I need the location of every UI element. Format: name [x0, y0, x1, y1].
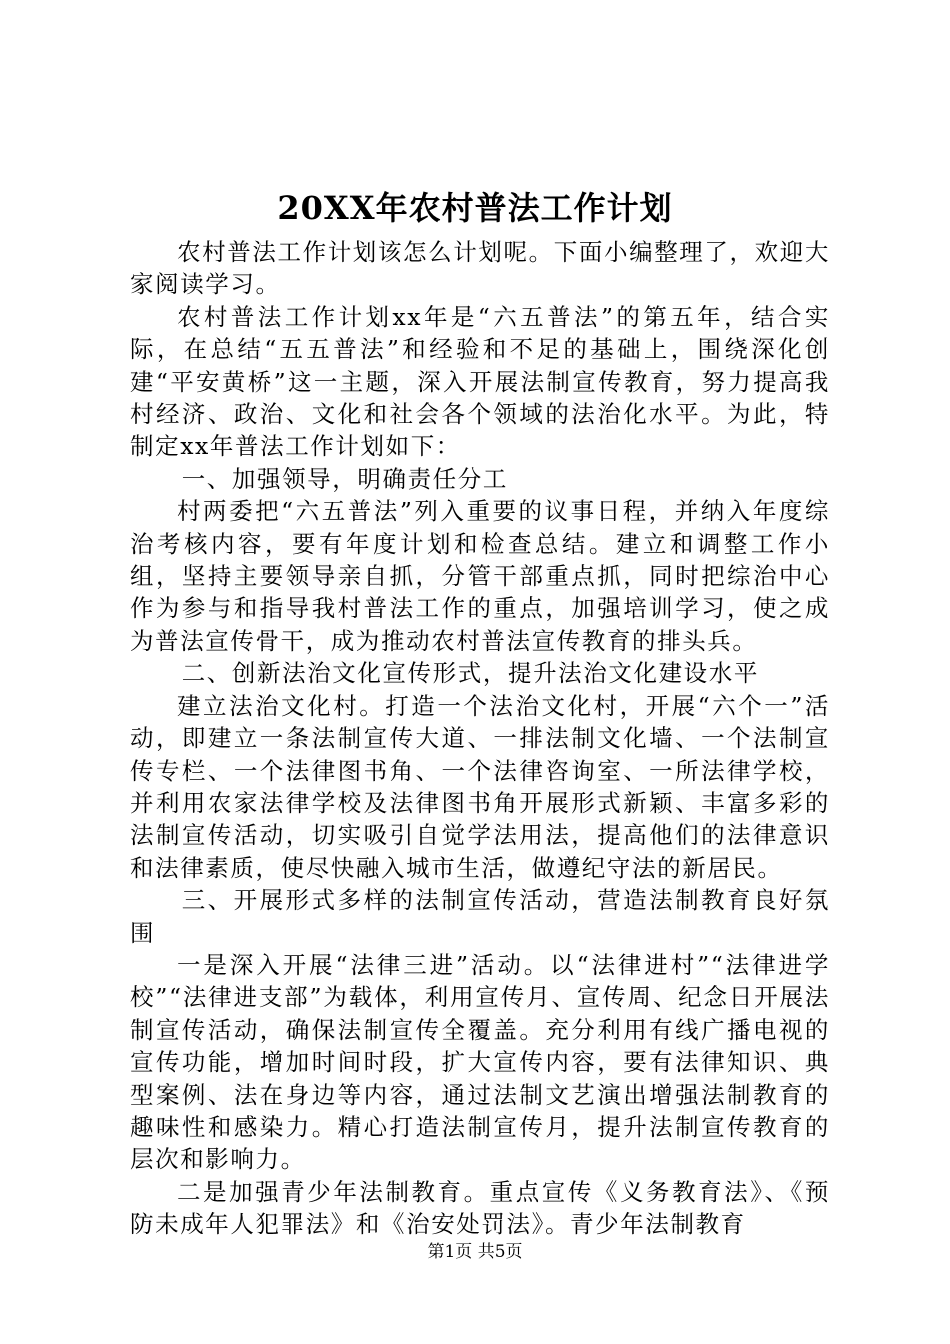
body-paragraph: 建立法治文化村。打造一个法治文化村，开展“六个一”活动，即建立一条法制宣传大道、一排法制文化墙、一个法制宣传专栏、一个法律图书角、一个法律咨询室、一所法律学校，并利用农家法律学校及法律图书角开展形式新颖、丰富多彩的法制宣传活动，切实吸引自觉学法用法，提高他们的法律意识和法律素质，使尽快融入城市生活，做遵纪守法的新居民。 [130, 691, 830, 882]
section-heading: 二、创新法治文化宣传形式，提升法治文化建设水平 [181, 659, 759, 688]
body-paragraph: 村两委把“六五普法”列入重要的议事日程，并纳入年度综治考核内容，要有年度计划和检查总结。建立和调整工作小组，坚持主要领导亲自抓，分管干部重点抓，同时把综治中心作为参与和指导我村普法工作的重点，加强培训学习，使之成为普法宣传骨干，成为推动农村普法宣传教育的排头兵。 [130, 497, 830, 655]
body-paragraph: 一是深入开展“法律三进”活动。以“法律进村”“法律进学校”“法律进支部”为载体，利用宣传月、宣传周、纪念日开展法制宣传活动，确保法制宣传全覆盖。充分利用有线广播电视的宣传功能，增加时间时段，扩大宣传内容，要有法律知识、典型案例、法在身边等内容，通过法制文艺演出增强法制教育的趣味性和感染力。精心打造法制宣传月，提升法制宣传教育的层次和影响力。 [130, 950, 830, 1174]
section-heading: 三、开展形式多样的法制宣传活动，营造法制教育良好氛围 [130, 886, 830, 947]
document-title: 20XX年农村普法工作计划 [277, 189, 673, 227]
body-paragraph: 农村普法工作计划xx年是“六五普法”的第五年，结合实际，在总结“五五普法”和经验和不足的基础上，围绕深化创建“平安黄桥”这一主题，深入开展法制宣传教育，努力提高我村经济、政治、文化和社会各个领域的法治化水平。为此，特制定xx年普法工作计划如下： [130, 302, 830, 461]
document-body [130, 236, 830, 1241]
page-number-footer: 第1页 共5页 [427, 1242, 523, 1262]
body-paragraph: 二是加强青少年法制教育。重点宣传《义务教育法》、《预防未成年人犯罪法》和《治安处罚法》。青少年法制教育 [130, 1177, 830, 1239]
intro-paragraph: 农村普法工作计划该怎么计划呢。下面小编整理了，欢迎大家阅读学习。 [130, 238, 830, 299]
section-heading: 一、加强领导，明确责任分工 [181, 464, 508, 493]
